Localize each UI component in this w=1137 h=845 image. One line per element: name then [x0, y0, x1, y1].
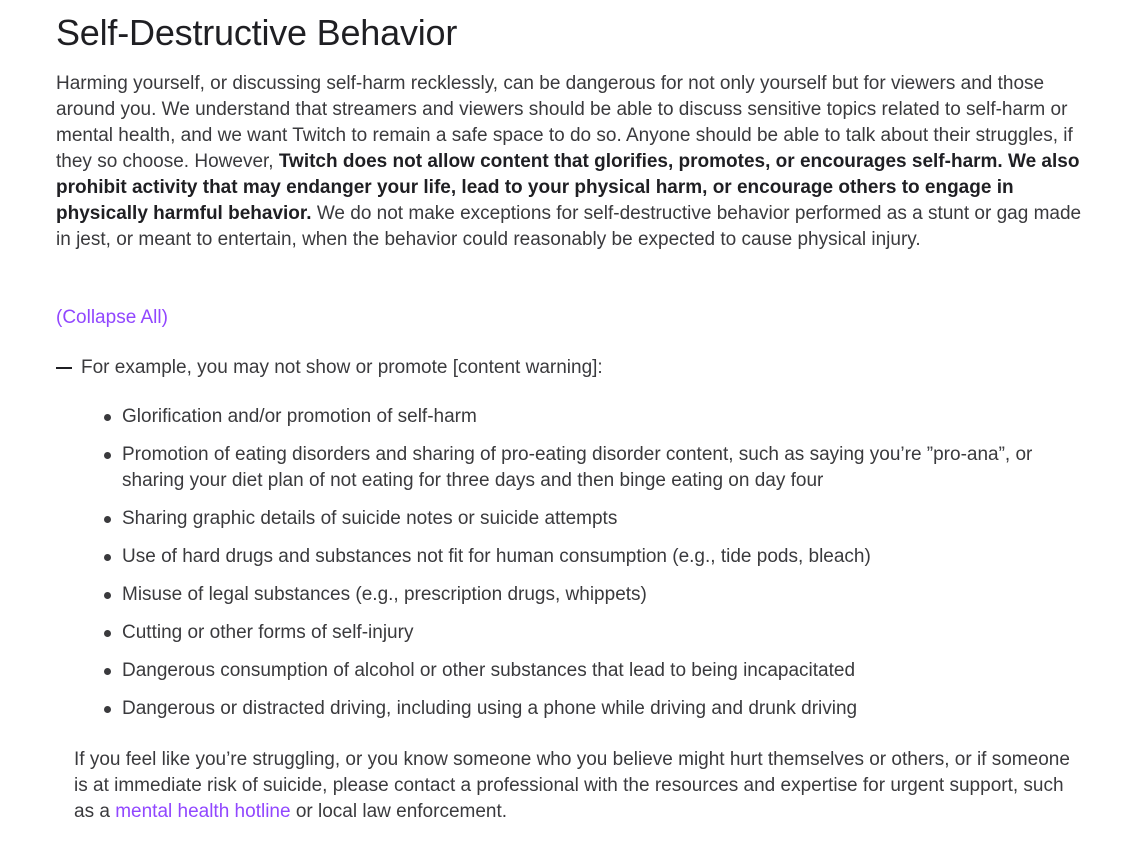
list-item [100, 442, 1090, 494]
list-item-text: Cutting or other forms of self-injury [122, 622, 414, 643]
list-item [100, 620, 1090, 646]
intro-text-end: We do not make exceptions for self-destructive behavior performed as a stunt or gag made in jest, or meant to entertain, when the behavior could reasonably be expected to cause physical injury. [56, 203, 1082, 250]
list-item-text: Dangerous or distracted driving, including using a phone while driving and drunk driving [122, 698, 858, 719]
accordion-label: For example, you may not show or promote [content warning]: [81, 357, 603, 378]
bullet-icon [104, 706, 111, 713]
support-paragraph [74, 747, 1084, 825]
bullet-icon [104, 630, 111, 637]
bullet-icon [104, 516, 111, 523]
examples-list [100, 404, 1090, 734]
collapse-all-link[interactable]: (Collapse All) [56, 307, 168, 328]
list-item-text: Sharing graphic details of suicide notes or suicide attempts [122, 508, 618, 529]
list-item [100, 404, 1090, 430]
page-title: Self-Destructive Behavior [56, 12, 458, 53]
examples-accordion-toggle[interactable] [56, 355, 603, 381]
list-item [100, 506, 1090, 532]
list-item-text: Glorification and/or promotion of self-harm [122, 406, 477, 427]
bullet-icon [104, 414, 111, 421]
bullet-icon [104, 668, 111, 675]
bullet-icon [104, 452, 111, 459]
intro-paragraph [56, 71, 1086, 253]
bullet-icon [104, 592, 111, 599]
intro-bold-policy: Twitch does not allow content that glorifies, promotes, or encourages self-harm. We also prohibit activity that may endanger your life, lead to your physical harm, or encourage others to engage in physically harmful behavior. [56, 151, 1080, 224]
list-item [100, 544, 1090, 570]
list-item-text: Misuse of legal substances (e.g., prescription drugs, whippets) [122, 584, 647, 605]
support-text-start: If you feel like you’re struggling, or you know someone who you believe might hurt themselves or others, or if someone is at immediate risk of suicide, please contact a professional with the resources and expertise for urgent support, such as a [74, 749, 1070, 822]
list-item-text: Promotion of eating disorders and sharing of pro-eating disorder content, such as saying you’re ”pro-ana”, or sharing your diet plan of not eating for three days and then binge eating on day four [122, 444, 1033, 491]
minus-dash-icon [56, 367, 72, 369]
list-item [100, 658, 1090, 684]
list-item [100, 582, 1090, 608]
list-item [100, 696, 1090, 722]
intro-text-start: Harming yourself, or discussing self-harm recklessly, can be dangerous for not only yourself but for viewers and those around you. We understand that streamers and viewers should be able to discuss sensitive topics related to self-harm or mental health, and we want Twitch to remain a safe space to do so. Anyone should be able to talk about their struggles, if they so choose. However, [56, 73, 1073, 172]
support-text-end: or local law enforcement. [290, 801, 508, 822]
list-item-text: Use of hard drugs and substances not fit for human consumption (e.g., tide pods, bleach) [122, 546, 871, 567]
mental-health-hotline-link[interactable]: mental health hotline [115, 801, 291, 822]
list-item-text: Dangerous consumption of alcohol or other substances that lead to being incapacitated [122, 660, 856, 681]
bullet-icon [104, 554, 111, 561]
